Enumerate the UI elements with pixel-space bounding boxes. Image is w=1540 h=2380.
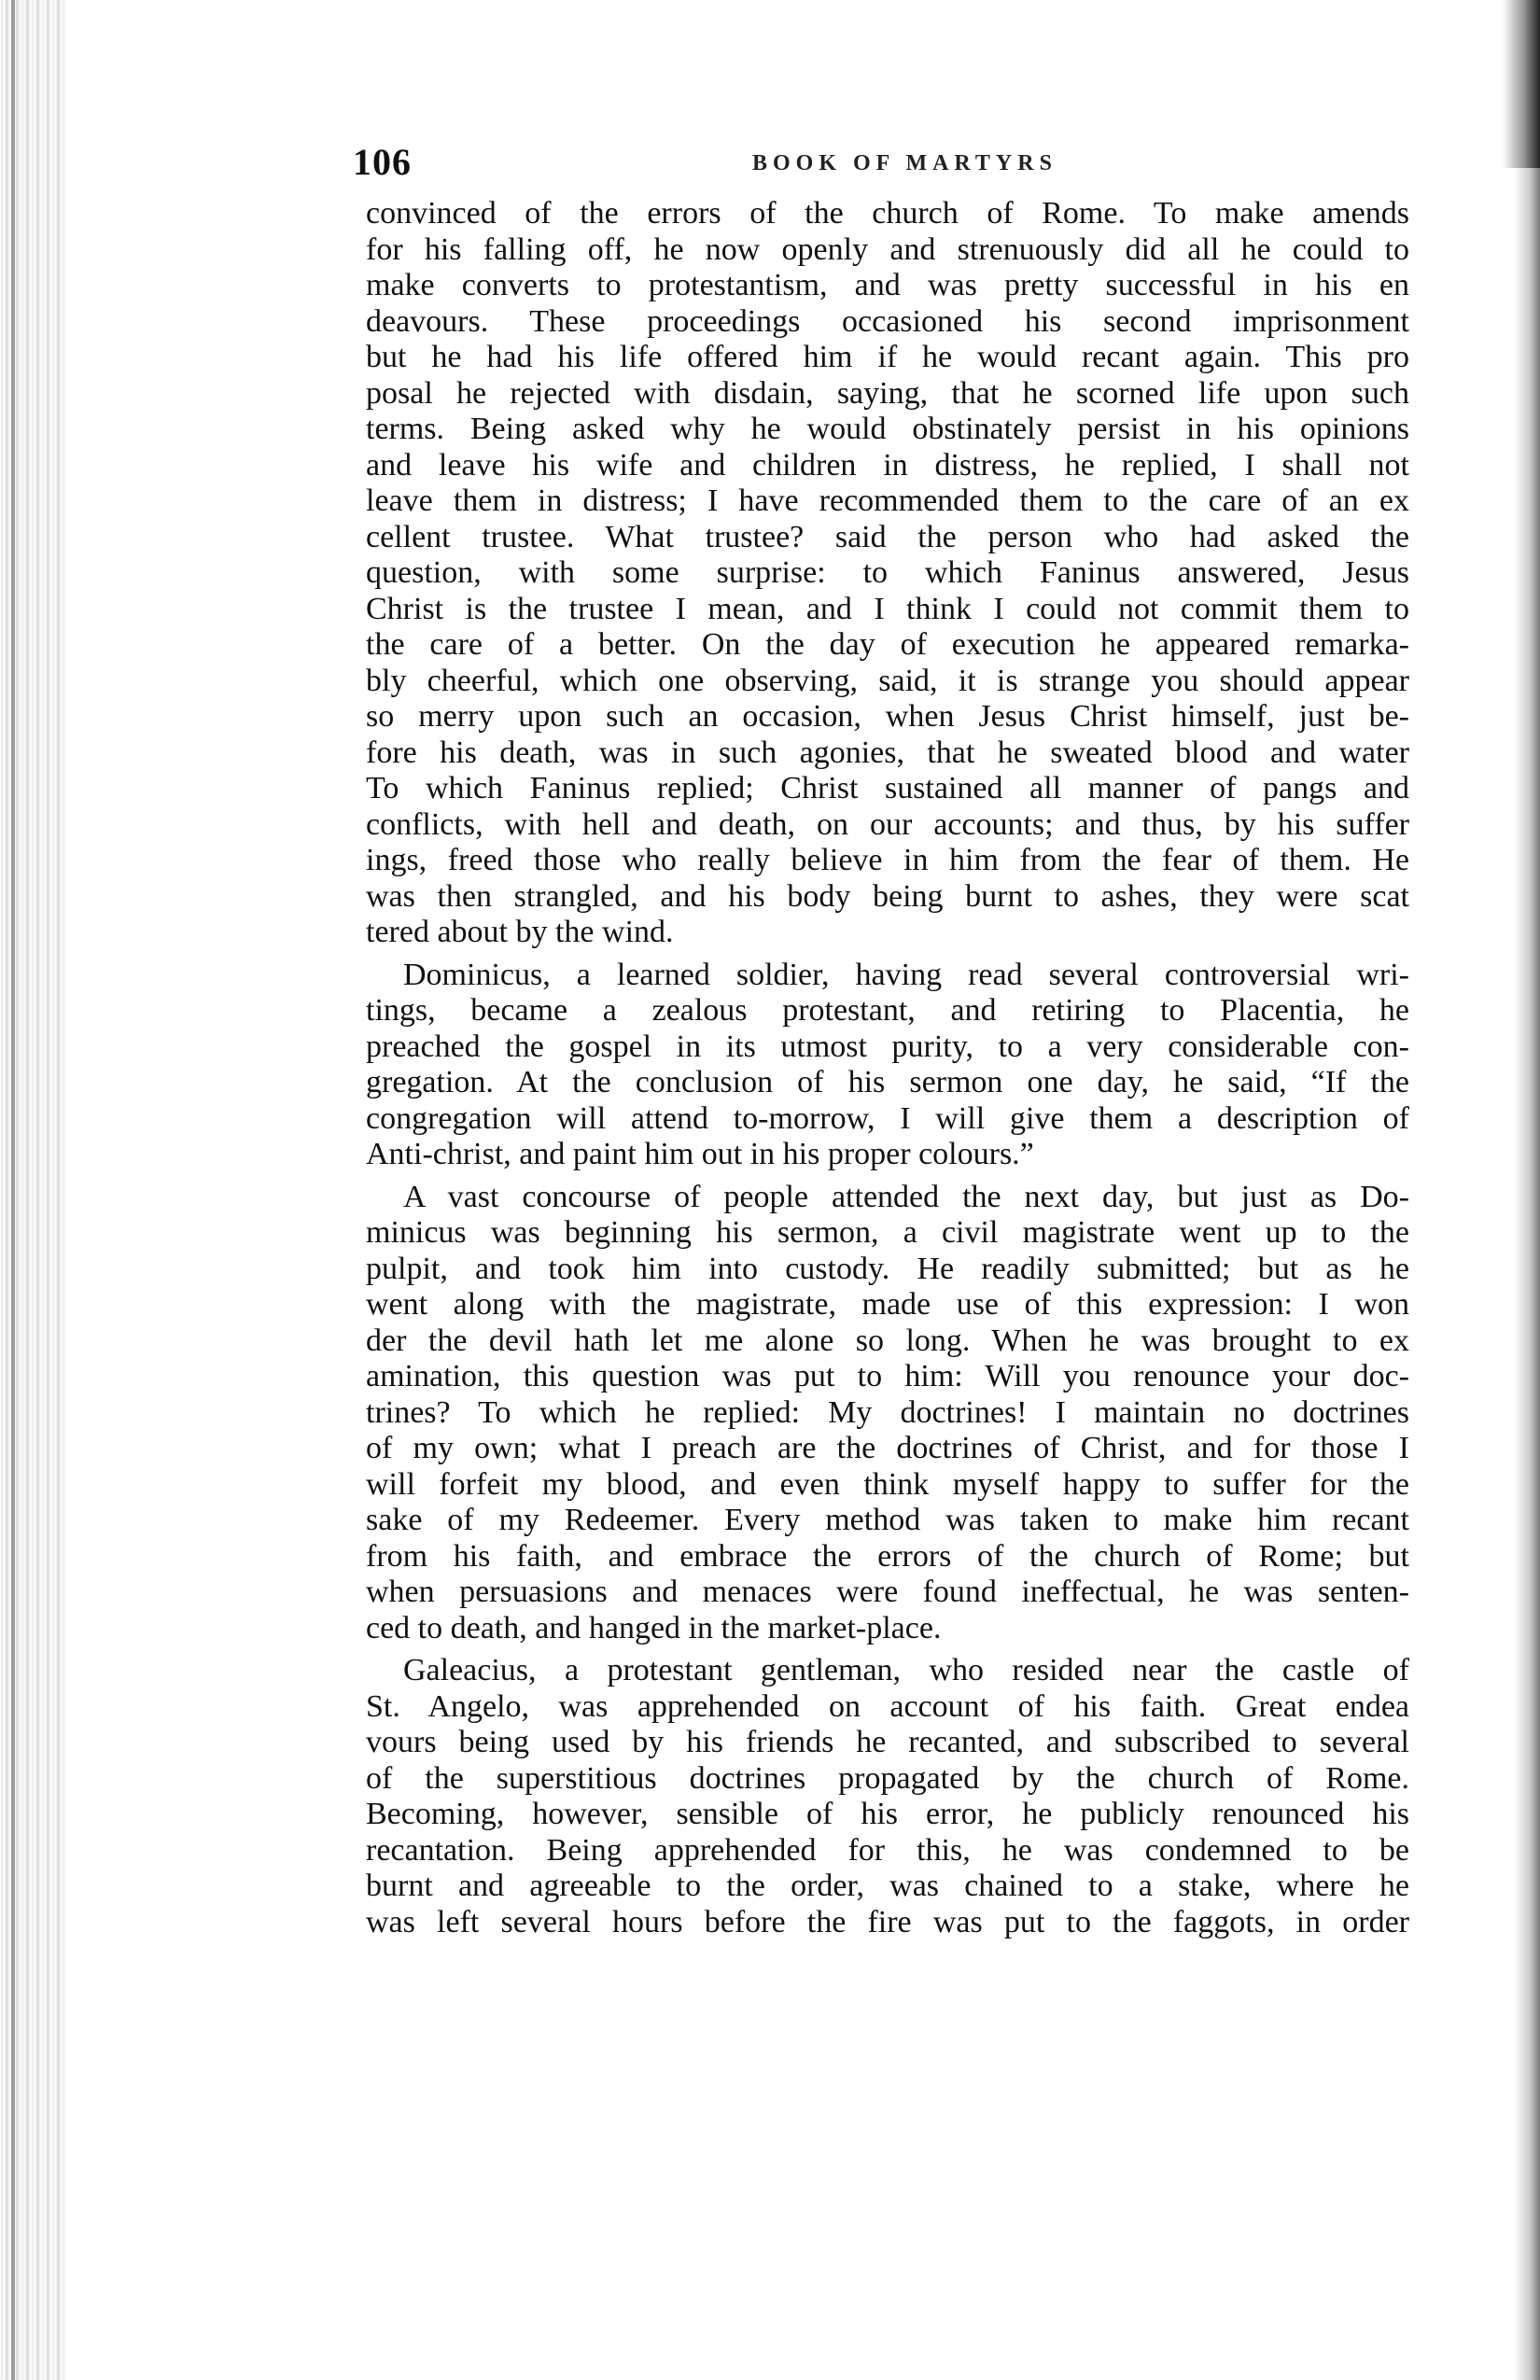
text-line: ced to death, and hanged in the market-place.	[366, 1610, 942, 1645]
text-line: sake of my Redeemer. Every method was taken to make him recant	[366, 1503, 1409, 1537]
text-line: deavours. These proceedings occasioned his second imprisonment	[366, 303, 1409, 339]
text-line: for his falling off, he now openly and strenuously did all he could to	[366, 231, 1409, 267]
text-line: tings, became a zealous protestant, and retiring to Placentia, he	[366, 993, 1409, 1028]
text-line: went along with the magistrate, made use of this expression: I won	[366, 1287, 1409, 1322]
paragraph-gap	[366, 1646, 1409, 1653]
text-line: terms. Being asked why he would obstinately persist in his opinions	[366, 412, 1409, 446]
text-line: cellent trustee. What trustee? said the person who had asked the	[366, 519, 1409, 554]
binding-edge-line	[11, 0, 15, 2380]
text-line: so merry upon such an occasion, when Jesus Christ himself, just be-	[366, 699, 1409, 734]
text-line: bly cheerful, which one observing, said, it is strange you should appear	[366, 663, 1409, 698]
paragraph-faninus	[366, 196, 1409, 951]
text-line: congregation will attend to-morrow, I will give them a description of	[366, 1100, 1409, 1136]
page-number: 106	[353, 141, 412, 183]
text-line: recantation. Being apprehended for this, he was condemned to be	[366, 1832, 1409, 1868]
text-line: when persuasions and menaces were found ineffectual, he was senten-	[366, 1575, 1409, 1609]
running-head-title: BOOK OF MARTYRS	[752, 151, 1057, 175]
paragraph-gap	[366, 1173, 1409, 1180]
text-line: Dominicus, a learned soldier, having read several controversial wri-	[403, 957, 1409, 992]
text-line: question, with some surprise: to which Faninus answered, Jesus	[366, 555, 1409, 590]
page-right-edge-shadow	[1514, 0, 1540, 2380]
text-line: To which Faninus replied; Christ sustained all manner of pangs and	[366, 771, 1409, 805]
text-line: vours being used by his friends he recanted, and subscribed to several	[366, 1725, 1409, 1759]
text-line: trines? To which he replied: My doctrines! I maintain no doctrines	[366, 1394, 1409, 1430]
paragraph-gap	[366, 951, 1409, 958]
text-line: gregation. At the conclusion of his sermon one day, he said, “If the	[366, 1065, 1409, 1099]
text-line: was then strangled, and his body being burnt to ashes, they were scat	[366, 878, 1409, 914]
paragraph-galeacius	[366, 1653, 1409, 1940]
binding-gutter-shadow	[0, 0, 65, 2380]
text-line: was left several hours before the fire was put to the faggots, in order	[366, 1904, 1409, 1939]
page-header	[353, 140, 1398, 196]
text-line: St. Angelo, was apprehended on account of his faith. Great endea	[366, 1688, 1409, 1724]
text-line: amination, this question was put to him: Will you renounce your doc-	[366, 1359, 1409, 1393]
text-line: leave them in distress; I have recommended them to the care of an ex	[366, 483, 1409, 518]
text-line: conflicts, with hell and death, on our accounts; and thus, by his suffer	[366, 806, 1409, 842]
text-line: the care of a better. On the day of execution he appeared remarka-	[366, 627, 1409, 662]
text-line: minicus was beginning his sermon, a civil magistrate went up to the	[366, 1215, 1409, 1250]
text-line: but he had his life offered him if he would recant again. This pro	[366, 340, 1409, 374]
text-line: Anti-christ, and paint him out in his proper colours.”	[366, 1137, 1034, 1171]
text-line: tered about by the wind.	[366, 915, 674, 949]
text-line: will forfeit my blood, and even think myself happy to suffer for the	[366, 1466, 1409, 1502]
text-line: fore his death, was in such agonies, that he sweated blood and water	[366, 735, 1409, 770]
text-line: make converts to protestantism, and was pretty successful in his en	[366, 268, 1409, 302]
paragraph-dominicus	[366, 958, 1409, 1173]
text-line: Galeacius, a protestant gentleman, who resided near the castle of	[403, 1653, 1409, 1687]
page-corner-shadow	[1503, 0, 1540, 168]
text-line: from his faith, and embrace the errors of the church of Rome; but	[366, 1538, 1409, 1574]
text-line: preached the gospel in its utmost purity, to a very considerable con-	[366, 1029, 1409, 1064]
text-line: pulpit, and took him into custody. He readily submitted; but as he	[366, 1251, 1409, 1286]
text-line: of the superstitious doctrines propagated by the church of Rome.	[366, 1760, 1409, 1796]
text-line: Becoming, however, sensible of his error, he publicly renounced his	[366, 1797, 1409, 1831]
text-line: posal he rejected with disdain, saying, that he scorned life upon such	[366, 375, 1409, 411]
text-line: of my own; what I preach are the doctrines of Christ, and for those I	[366, 1431, 1409, 1465]
text-line: burnt and agreeable to the order, was chained to a stake, where he	[366, 1869, 1409, 1903]
text-line: Christ is the trustee I mean, and I think I could not commit them to	[366, 591, 1409, 626]
text-line: convinced of the errors of the church of Rome. To make amends	[366, 196, 1409, 231]
text-line: and leave his wife and children in distress, he replied, I shall not	[366, 447, 1409, 483]
paragraph-sermon	[366, 1180, 1409, 1647]
body-text	[366, 196, 1409, 1940]
text-line: A vast concourse of people attended the next day, but just as Do-	[403, 1179, 1409, 1214]
text-line: ings, freed those who really believe in him from the fear of them. He	[366, 843, 1409, 877]
text-line: der the devil hath let me alone so long. When he was brought to ex	[366, 1323, 1409, 1358]
